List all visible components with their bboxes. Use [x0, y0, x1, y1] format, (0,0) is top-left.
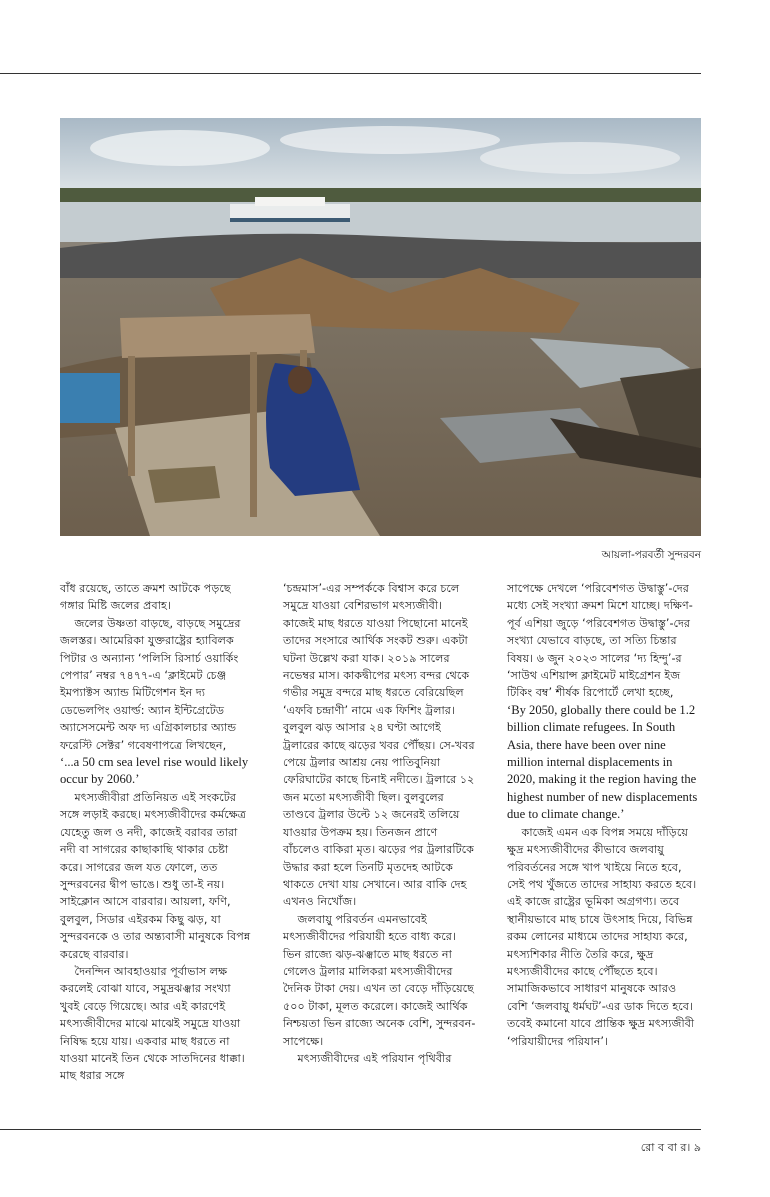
paragraph: মৎস্যজীবীদের এই পরিযান পৃথিবীর [297, 1051, 452, 1065]
paragraph: কাজেই এমন এক বিপন্ন সময়ে দাঁড়িয়ে ক্ষুদ্র মৎস্যজীবীদের কীভাবে জলবায়ু পরিবর্তনের সঙ্গে খাপ খাইয়ে নিতে হবে, সেই পথ খুঁজতে তাদের সাহায্য করতে হবে। এই কাজে রাষ্ট্রের ভূমিকা অগ্রগণ্য। তবে স্থানীয়ভাবে মাছ চাষে উৎসাহ দিয়ে, বিভিন্ন রকম লোনের মাধ্যমে তাদের সাহায্য করে, মৎস্যশিকার নীতি তৈরি করে, ক্ষুদ্র মৎস্যজীবীদের কাছে পৌঁছতে হবে। সামাজিকভাবে সাধারণ মানুষকে আরও বেশি ‘জলবায়ু ধর্মঘট’-এর ডাক দিতে হবে। তবেই কমানো যাবে প্রান্তিক ক্ষুদ্র মৎস্যজীবী ‘পরিযায়ীদের পরিযান’। [507, 825, 697, 1048]
text-column-2 [283, 580, 476, 1067]
paragraph: জলবায়ু পরিবর্তন এমনভাবেই মৎস্যজীবীদের পরিযায়ী হতে বাধ্য করে। ভিন রাজ্যে ঝড়-ঝঞ্ঝাতে মাছ ধরতে না গেলেও ট্রলার মালিকরা মৎস্যজীবীদের দৈনিক টাকা দেয়। এখন তা বেড়ে দাঁড়িয়েছে ৫০০ টাকা, মূলত করেলে। কাজেই আর্থিক নিশ্চয়তা ভিন রাজ্যে অনেক বেশি, সুন্দরবন-সাপেক্ষে। [283, 912, 476, 1048]
paragraph: দৈনন্দিন আবহাওয়ার পূর্বাভাস লক্ষ করলেই বোঝা যাবে, সমুদ্রঝঞ্ঝার সংখ্যা খুবই বেড়ে গিয়েছে। আর এই কারণেই মৎস্যজীবীদের মাঝে মাঝেই সমুদ্রে যাওয়া নিষিদ্ধ হয়ে যায়। একবার মাছ ধরতে না যাওয়া মানেই তিন থেকে সাতদিনের ধাক্কা। মাছ ধরার সঙ্গে [60, 964, 245, 1083]
page-footer: রো ব বা র। ৯ [640, 1141, 701, 1154]
top-rule [0, 73, 701, 74]
paragraph: সাপেক্ষে দেখলে ‘পরিবেশগত উদ্বাস্তু’-দের মধ্যে সেই সংখ্যা ক্রমশ মিশে যাচ্ছে। দক্ষিণ-পূর্ব এশিয়া জুড়ে ‘পরিবেশগত উদ্বাস্তু’-দের সংখ্যা যেভাবে বাড়ছে, তা সত্যি চিন্তার বিষয়। ৬ জুন ২০২৩ সালের ‘দ্য হিন্দু’-র ‘সাউথ এশিয়ান্স ক্লাইমেট মাইগ্রেশন ইজ টিকিং বম্ব’ শীর্ষক রিপোর্টে লেখা হচ্ছে, [507, 582, 693, 700]
sundarbans-aftermath-photo [60, 118, 701, 536]
english-quote: ‘...a 50 cm sea level rise would likely occur by 2060.’ [60, 755, 249, 787]
paragraph: ‘চন্দ্রমাস’-এর সম্পর্ককে বিশ্বাস করে চলে সমুদ্রে যাওয়া বেশিরভাগ মৎস্যজীবী। কাজেই মাছ ধরতে যাওয়া পিছোনো মানেই তাদের সংসারে আর্থিক সংকট শুরু। একটা ঘটনা উল্লেখ করা যাক। ২০১৯ সালের নভেম্বর মাস। কাকদ্বীপের মৎস্য বন্দর থেকে গভীর সমুদ্র বন্দরে মাছ ধরতে বেরিয়েছিল ‘এফবি চন্দ্রাণী’ নামে এক ফিশিং ট্রলার। বুলবুল ঝড় আসার ২৪ ঘণ্টা আগেই ট্রলারের কাছে ঝড়ের খবর পৌঁছয়। সে-খবর পেয়ে ট্রলার আশ্রয় নেয় পাতিবুনিয়া ফেরিঘাটের কাছে চিনাই নদীতে। ট্রলারে ১২ জন মতো মৎস্যজীবী ছিল। বুলবুলের তাণ্ডবে ট্রলার উল্টে ১২ জনেরই তলিয়ে যাওয়ার উপক্রম হয়। তিনজন প্রাণে বাঁচলেও বাকিরা মৃত। ঝড়ের পর ট্রলারটিকে উদ্ধার করা হলে তিনটি মৃতদেহ আটকে থাকতে দেখা যায় সেখানে। আর বাকি দেহ এখনও নিখোঁজ। [283, 582, 475, 909]
paragraph: মৎস্যজীবীরা প্রতিনিয়ত এই সংকটের সঙ্গে লড়াই করছে। মৎস্যজীবীদের কর্মক্ষেত্র যেহেতু জল ও নদী, কাজেই বরাবর তারা নদী বা সাগরের কাছাকাছি থাকার চেষ্টা করে। সাগরের জল যত ফোলে, তত সুন্দরবনের দ্বীপ ভাঙে। শুধু তা-ই নয়। সাইক্লোন আসে বারবার। আয়লা, ফণি, বুলবুল, সিডার এইরকম কিছু ঝড়, যা সুন্দরবনকে ও তার অন্ত্যবাসী মানুষকে বিপন্ন করেছে বারবার। [60, 790, 251, 961]
photo-caption: আয়লা-পরবর্তী সুন্দরবন [601, 549, 701, 561]
text-column-1 [60, 580, 253, 1085]
paragraph: বাঁধ রয়েছে, তাতে ক্রমশ আটকে পড়ছে গঙ্গার মিষ্টি জলের প্রবাহ। [60, 582, 231, 613]
paragraph: জলের উষ্ণতা বাড়ছে, বাড়ছে সমুদ্রের জলস্তর। আমেরিকা যুক্তরাষ্ট্রের হ্যাবিলক পিটার ও অন্যান্য ‘পলিসি রিসার্চ ওয়ার্কিং পেপার’ নম্বর ৭৪৭৭-এ ‘ক্লাইমেট চেঞ্জ ইমপ্যাক্টস অ্যান্ড মিটিগেশন ইন দ্য ডেভেলপিং ওয়ার্ল্ড: অ্যান ইন্টিগ্রেটেড অ্যাসেসমেন্ট অফ দ্য এগ্রিকালচার অ্যান্ড ফরেস্টি সেক্টর’ গবেষণাপত্রে লিখছেন, [60, 616, 241, 752]
bottom-rule [0, 1129, 701, 1130]
english-quote: ‘By 2050, globally there could be 1.2 billion climate refugees. In South Asia, there have been over nine million internal displacements in 2020, making it the region having the highest number of new displacements due to climate change.’ [507, 702, 698, 822]
text-column-3 [507, 580, 700, 1050]
